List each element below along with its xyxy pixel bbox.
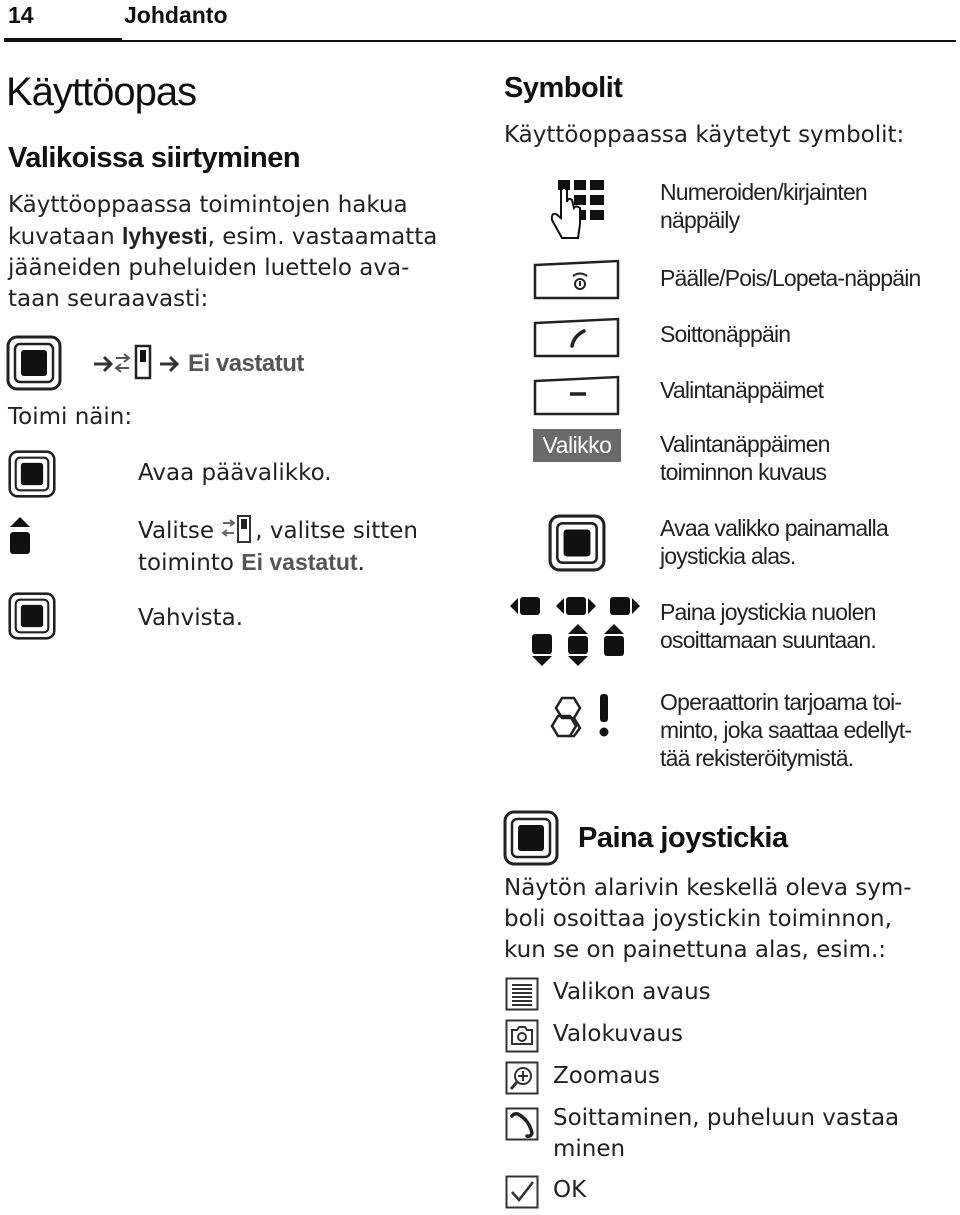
joystick-heading: Paina joystickia [578, 822, 788, 854]
symbol-call-text: Soittonäppäin [660, 321, 791, 347]
zoom-icon [505, 1061, 539, 1095]
power-key-icon [532, 258, 622, 302]
phone-menu-icon [221, 514, 255, 544]
camera-icon [505, 1019, 539, 1053]
joystick-description: Näytön alarivin keskellä oleva sym- boli osoittaa joystickin toiminnon, kun se on painettuna alas, esim.: [504, 875, 912, 963]
symbols-intro: Käyttöoppaassa käytetyt symbolit: [504, 122, 905, 148]
call-key-icon [532, 316, 622, 360]
handset-icon [505, 1107, 539, 1141]
joystick-icon [503, 810, 559, 866]
valikko-label: Valikko [533, 429, 621, 462]
step-1-text: Avaa päävalikko. [138, 460, 332, 486]
list-item-label: Valikon avaus [553, 979, 711, 1005]
path-target: Ei vastatut [188, 350, 304, 377]
symbol-operator-text: Operaattorin tarjoama toi- minto, joka saattaa edellyt- tää rekisteröitymistä. [660, 689, 912, 771]
keypad-press-icon [548, 178, 612, 242]
intro-line: Käyttöoppaassa toimintojen hakua [8, 192, 408, 218]
bold-term: Ei vastatut [241, 549, 358, 575]
header-rule [4, 40, 956, 42]
symbol-softkey-text: Valintanäppäimet [660, 377, 824, 403]
list-item-label: Soittaminen, puheluun vastaa minen [553, 1105, 900, 1162]
page-number: 14 [8, 2, 34, 28]
intro-line: taan seuraavasti: [8, 286, 209, 312]
step-3-text: Vahvista. [138, 605, 244, 631]
intro-paragraph [8, 190, 458, 315]
list-item-label: Zoomaus [553, 1063, 660, 1089]
joystick-up-icon [8, 515, 32, 559]
step-2-line: Valitse , valitse sitten [138, 514, 458, 547]
joystick-press-icon [548, 514, 606, 572]
symbol-valikko-text: Valintanäppäimen toiminnon kuvaus [660, 431, 830, 485]
operator-service-icon [548, 690, 614, 740]
page-title: Käyttöopas [6, 70, 197, 114]
list-item-label: Valokuvaus [553, 1021, 683, 1047]
symbol-power-text: Päälle/Pois/Lopeta-näppäin [660, 265, 921, 291]
section-title: Johdanto [124, 2, 228, 28]
bold-term: lyhyesti [122, 223, 208, 249]
symbol-directions-text: Paina joystickia nuolen osoittamaan suuntaan. [660, 599, 876, 653]
list-item-label: OK [553, 1177, 587, 1203]
intro-line: jääneiden puheluiden luettelo ava- [8, 255, 410, 281]
checkmark-icon [505, 1175, 539, 1209]
joystick-icon [8, 592, 56, 640]
symbol-joystick-press-text: Avaa valikko painamalla joystickia alas. [660, 515, 888, 569]
menu-path [92, 342, 192, 382]
softkey-icon [532, 374, 622, 418]
joystick-directions-icon [508, 594, 642, 670]
symbols-heading: Symbolit [504, 72, 623, 104]
step-2-line: toiminto Ei vastatut. [138, 549, 365, 576]
menu-list-icon [505, 977, 539, 1011]
joystick-icon [6, 335, 62, 391]
symbol-keypad-text: Numeroiden/kirjainten näppäily [660, 179, 867, 233]
joystick-icon [8, 450, 56, 498]
howto-label: Toimi näin: [8, 404, 133, 430]
section-heading: Valikoissa siirtyminen [8, 142, 301, 174]
step-2-text [138, 514, 458, 579]
intro-line: kuvataan lyhyesti, esim. vastaamatta [8, 223, 438, 250]
